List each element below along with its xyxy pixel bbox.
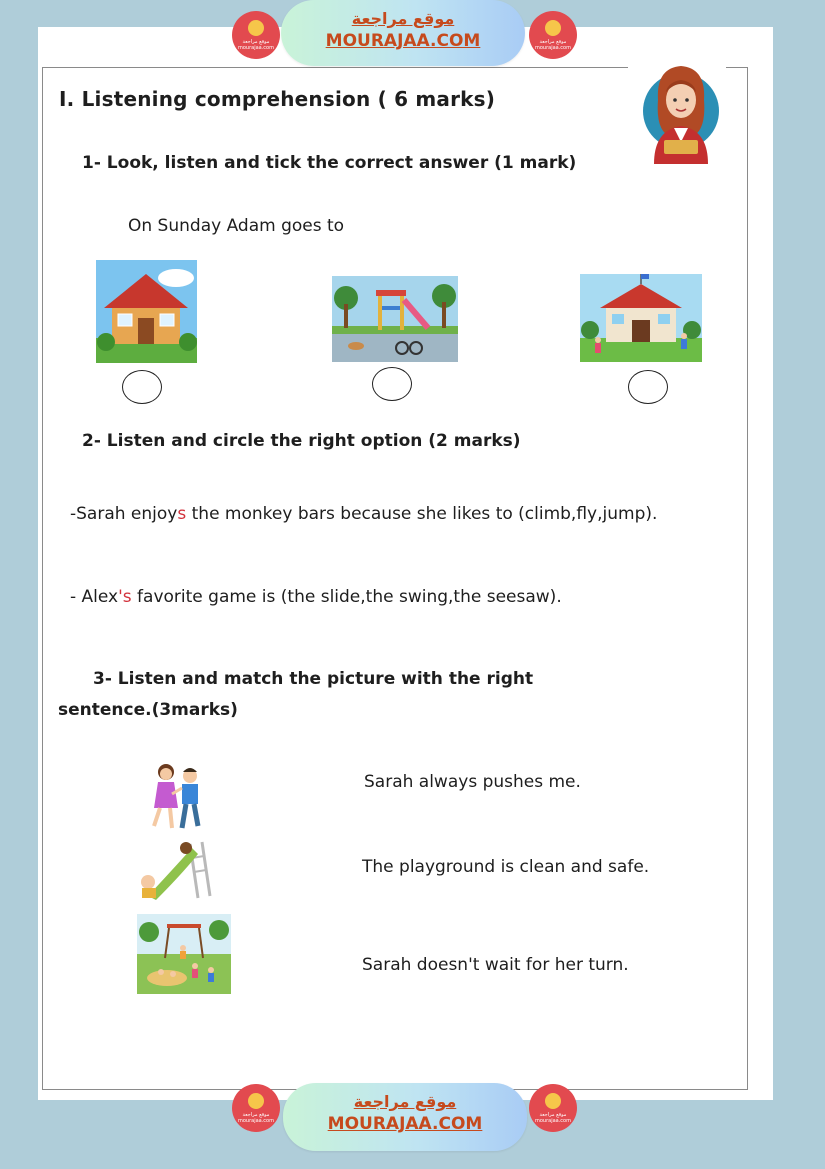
banner-arabic-title[interactable]: موقع مراجعة <box>351 9 455 28</box>
match-sentence-1[interactable]: Sarah always pushes me. <box>364 772 581 792</box>
frame-top-border <box>42 67 628 68</box>
site-badge-icon <box>529 11 577 59</box>
site-banner-bottom[interactable] <box>283 1083 527 1151</box>
site-badge-icon <box>232 11 280 59</box>
banner-site-link[interactable]: MOURAJAA.COM <box>325 31 481 51</box>
section-title: I. Listening comprehension ( 6 marks) <box>59 87 496 111</box>
busy-playground-picture <box>137 914 231 994</box>
question-2-sentence-2 <box>70 587 562 607</box>
school-picture <box>580 274 702 362</box>
sentence-2-options[interactable]: favorite game is (the slide,the swing,the seesaw). <box>131 587 562 607</box>
sentence-1-text-start: -Sarah enjoy <box>70 504 178 524</box>
sentence-1-options[interactable]: the monkey bars because she likes to (climb,fly,jump). <box>186 504 658 524</box>
site-badge-icon <box>529 1084 577 1132</box>
badge-text: موقع مراجعة mourajaa.com <box>534 39 571 51</box>
badge-text: موقع مراجعة mourajaa.com <box>237 39 274 51</box>
playground-picture <box>332 276 458 362</box>
teacher-illustration-icon <box>636 56 722 164</box>
kids-pushing-picture <box>146 760 210 836</box>
question-1-prompt: On Sunday Adam goes to <box>128 216 345 236</box>
banner-arabic-title[interactable]: موقع مراجعة <box>353 1092 457 1111</box>
kids-slide-picture <box>134 838 214 908</box>
match-sentence-3[interactable]: Sarah doesn't wait for her turn. <box>362 955 629 975</box>
site-banner-top[interactable] <box>281 0 525 66</box>
badge-text: موقع مراجعة mourajaa.com <box>237 1112 274 1124</box>
question-3-heading-cont: sentence.(3marks) <box>58 700 238 720</box>
answer-circle-school[interactable] <box>628 370 668 404</box>
frame-top-border-right <box>726 67 747 68</box>
question-3-heading: 3- Listen and match the picture with the right <box>93 669 534 689</box>
banner-site-link[interactable]: MOURAJAA.COM <box>327 1114 483 1134</box>
question-1-heading: 1- Look, listen and tick the correct answer (1 mark) <box>82 153 577 173</box>
match-sentence-2[interactable]: The playground is clean and safe. <box>362 857 650 877</box>
sentence-2-highlight: 's <box>118 587 132 607</box>
site-badge-icon <box>232 1084 280 1132</box>
answer-circle-playground[interactable] <box>372 367 412 401</box>
badge-text: موقع مراجعة mourajaa.com <box>534 1112 571 1124</box>
question-2-heading: 2- Listen and circle the right option (2 marks) <box>82 431 521 451</box>
answer-circle-house[interactable] <box>122 370 162 404</box>
sentence-1-highlight: s <box>177 504 187 524</box>
sentence-2-text-start: - Alex <box>70 587 119 607</box>
house-picture <box>96 260 197 363</box>
question-2-sentence-1 <box>70 504 657 524</box>
